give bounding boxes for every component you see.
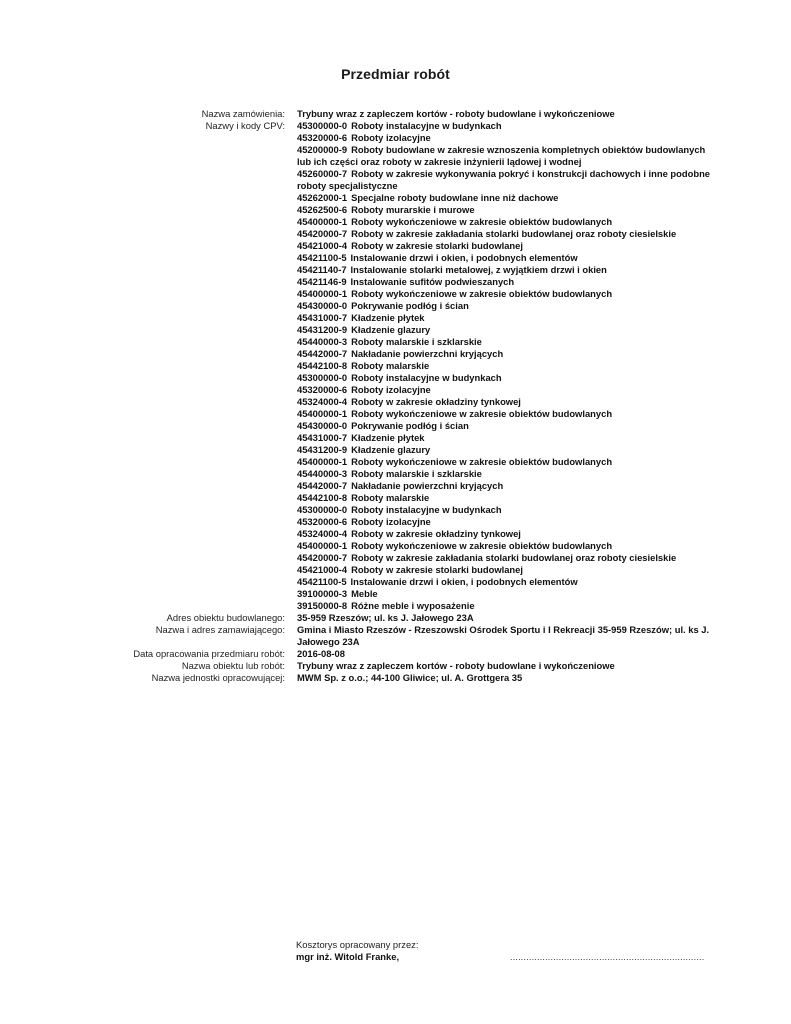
cpv-description: Roboty w zakresie okładziny tynkowej (351, 528, 521, 539)
cpv-description: Roboty izolacyjne (351, 384, 431, 395)
cpv-item (297, 360, 717, 372)
prepared-date-row (0, 648, 791, 660)
prepared-date-label: Data opracowania przedmiaru robót: (133, 648, 285, 659)
cpv-code: 45431200-9 (297, 444, 348, 455)
cpv-description: Pokrywanie podłóg i ścian (351, 300, 469, 311)
order-name-value: Trybuny wraz z zapleczem kortów - roboty budowlane i wykończeniowe (297, 108, 615, 119)
cpv-item (297, 456, 717, 468)
cpv-description: Roboty w zakresie wykonywania pokryć i konstrukcji dachowych i inne podobne roboty specjalistyczne (297, 168, 711, 191)
cpv-code: 45320000-6 (297, 516, 348, 527)
cpv-description: Roboty w zakresie okładziny tynkowej (351, 396, 521, 407)
cpv-description: Roboty malarskie i szklarskie (351, 468, 482, 479)
cpv-item (297, 240, 717, 252)
document-title: Przedmiar robót (341, 66, 450, 82)
cpv-description: Roboty wykończeniowe w zakresie obiektów budowlanych (351, 216, 613, 227)
cpv-item (297, 144, 717, 168)
cpv-description: Roboty w zakresie zakładania stolarki budowlanej oraz roboty ciesielskie (351, 228, 677, 239)
cpv-code: 45400000-1 (297, 540, 348, 551)
cpv-description: Roboty wykończeniowe w zakresie obiektów budowlanych (351, 456, 613, 467)
cpv-description: Roboty instalacyjne w budynkach (351, 504, 502, 515)
cpv-code: 45420000-7 (297, 228, 348, 239)
client-row (0, 624, 791, 648)
cpv-code: 45421000-4 (297, 240, 348, 251)
cpv-code: 45300000-0 (297, 372, 348, 383)
cpv-code: 45442000-7 (297, 348, 348, 359)
prepared-date-value: 2016-08-08 (297, 648, 345, 659)
cpv-list (297, 120, 717, 612)
cpv-item (297, 336, 717, 348)
cpv-code: 45421100-5 (297, 576, 347, 587)
cpv-code: 45200000-9 (297, 144, 348, 155)
cpv-description: Roboty izolacyjne (351, 516, 431, 527)
cpv-description: Kładzenie glazury (351, 444, 431, 455)
client-value: Gmina i Miasto Rzeszów - Rzeszowski Ośrodek Sportu i I Rekreacji 35-959 Rzeszów; ul. ks J. Jałowego 23A (297, 624, 710, 647)
cpv-description: Roboty budowlane w zakresie wznoszenia kompletnych obiektów budowlanych lub ich części oraz roboty w zakresie inżynierii lądowej i wodnej (297, 144, 706, 167)
cpv-description: Roboty instalacyjne w budynkach (351, 372, 502, 383)
cpv-item (297, 564, 717, 576)
cpv-code: 45431200-9 (297, 324, 348, 335)
cpv-code: 45324000-4 (297, 396, 348, 407)
cpv-description: Instalowanie drzwi i okien, i podobnych elementów (350, 576, 578, 587)
cpv-description: Kładzenie glazury (351, 324, 431, 335)
unit-name-label: Nazwa jednostki opracowującej: (151, 672, 285, 683)
cpv-code: 45262000-1 (297, 192, 348, 203)
cpv-item (297, 504, 717, 516)
cpv-description: Roboty instalacyjne w budynkach (351, 120, 502, 131)
cpv-item (297, 228, 717, 240)
cpv-row (0, 120, 791, 612)
signature-line: ........................................................................ (510, 952, 705, 962)
cpv-code: 45430000-0 (297, 420, 348, 431)
cpv-item (297, 204, 717, 216)
cpv-description: Roboty murarskie i murowe (351, 204, 475, 215)
cpv-item (297, 276, 717, 288)
cpv-description: Specjalne roboty budowlane inne niż dachowe (351, 192, 559, 203)
cpv-description: Roboty wykończeniowe w zakresie obiektów budowlanych (351, 408, 613, 419)
cpv-description: Kładzenie płytek (351, 432, 425, 443)
cpv-code: 45442100-8 (297, 360, 348, 371)
cpv-description: Nakładanie powierzchni kryjących (351, 480, 504, 491)
object-name-row (0, 660, 791, 672)
order-name-label: Nazwa zamówienia: (201, 108, 285, 119)
cpv-code: 45400000-1 (297, 408, 348, 419)
cpv-item (297, 216, 717, 228)
cpv-description: Roboty malarskie (351, 492, 430, 503)
cpv-code: 45300000-0 (297, 120, 348, 131)
cpv-item (297, 552, 717, 564)
site-address-row (0, 612, 791, 624)
cpv-item (297, 252, 717, 264)
cpv-code: 39100000-3 (297, 588, 348, 599)
cpv-code: 45420000-7 (297, 552, 348, 563)
cpv-label: Nazwy i kody CPV: (205, 120, 285, 131)
cpv-description: Roboty wykończeniowe w zakresie obiektów budowlanych (351, 288, 613, 299)
order-name-row (0, 108, 791, 120)
cpv-code: 45320000-6 (297, 132, 348, 143)
document-metadata (0, 108, 791, 684)
cpv-item (297, 300, 717, 312)
cpv-description: Meble (351, 588, 378, 599)
cpv-description: Pokrywanie podłóg i ścian (351, 420, 469, 431)
cpv-code: 39150000-8 (297, 600, 348, 611)
unit-name-row (0, 672, 791, 684)
cpv-item (297, 348, 717, 360)
author-name: mgr inż. Witold Franke, (296, 951, 400, 962)
cpv-item (297, 312, 717, 324)
cpv-item (297, 528, 717, 540)
cpv-item (297, 444, 717, 456)
cpv-item (297, 600, 717, 612)
cpv-description: Roboty malarskie (351, 360, 430, 371)
cpv-code: 45442100-8 (297, 492, 348, 503)
cpv-description: Różne meble i wyposażenie (351, 600, 475, 611)
cpv-description: Roboty w zakresie stolarki budowlanej (351, 564, 523, 575)
cpv-item (297, 540, 717, 552)
cpv-item (297, 588, 717, 600)
cpv-item (297, 480, 717, 492)
cpv-code: 45400000-1 (297, 456, 348, 467)
object-name-label: Nazwa obiektu lub robót: (181, 660, 285, 671)
cpv-description: Roboty malarskie i szklarskie (351, 336, 482, 347)
cpv-code: 45320000-6 (297, 384, 348, 395)
cpv-code: 45421140-7 (297, 264, 347, 275)
cpv-item (297, 132, 717, 144)
cpv-code: 45421100-5 (297, 252, 347, 263)
cpv-code: 45421000-4 (297, 564, 348, 575)
cpv-item (297, 384, 717, 396)
cpv-code: 45440000-3 (297, 468, 348, 479)
cpv-description: Instalowanie drzwi i okien, i podobnych elementów (350, 252, 578, 263)
site-address-value: 35-959 Rzeszów; ul. ks J. Jałowego 23A (297, 612, 474, 623)
cpv-code: 45442000-7 (297, 480, 348, 491)
cpv-description: Roboty w zakresie zakładania stolarki budowlanej oraz roboty ciesielskie (351, 552, 677, 563)
cpv-item (297, 264, 717, 276)
cpv-item (297, 168, 717, 192)
cpv-description: Roboty izolacyjne (351, 132, 431, 143)
cpv-code: 45430000-0 (297, 300, 348, 311)
object-name-value: Trybuny wraz z zapleczem kortów - roboty budowlane i wykończeniowe (297, 660, 615, 671)
client-label: Nazwa i adres zamawiającego: (155, 624, 285, 635)
cpv-item (297, 192, 717, 204)
cpv-code: 45260000-7 (297, 168, 348, 179)
cpv-description: Roboty wykończeniowe w zakresie obiektów budowlanych (351, 540, 613, 551)
cpv-code: 45431000-7 (297, 432, 348, 443)
cpv-item (297, 468, 717, 480)
cpv-description: Roboty w zakresie stolarki budowlanej (351, 240, 523, 251)
site-address-label: Adres obiektu budowlanego: (166, 612, 285, 623)
cpv-item (297, 396, 717, 408)
cpv-item (297, 120, 717, 132)
cpv-description: Instalowanie stolarki metalowej, z wyjątkiem drzwi i okien (350, 264, 607, 275)
footer-author (296, 939, 418, 963)
cpv-item (297, 492, 717, 504)
cpv-code: 45421146-9 (297, 276, 347, 287)
cpv-item (297, 420, 717, 432)
cpv-description: Nakładanie powierzchni kryjących (351, 348, 504, 359)
cpv-item (297, 576, 717, 588)
cpv-code: 45400000-1 (297, 288, 348, 299)
cpv-item (297, 324, 717, 336)
cpv-item (297, 288, 717, 300)
cpv-item (297, 516, 717, 528)
cpv-item (297, 372, 717, 384)
cpv-code: 45440000-3 (297, 336, 348, 347)
cpv-code: 45431000-7 (297, 312, 348, 323)
author-label: Kosztorys opracowany przez: (296, 939, 419, 950)
cpv-description: Kładzenie płytek (351, 312, 425, 323)
cpv-code: 45300000-0 (297, 504, 348, 515)
cpv-code: 45324000-4 (297, 528, 348, 539)
cpv-code: 45262500-6 (297, 204, 348, 215)
cpv-description: Instalowanie sufitów podwieszanych (350, 276, 515, 287)
cpv-code: 45400000-1 (297, 216, 348, 227)
unit-name-value: MWM Sp. z o.o.; 44-100 Gliwice; ul. A. Grottgera 35 (297, 672, 523, 683)
cpv-item (297, 408, 717, 420)
cpv-item (297, 432, 717, 444)
